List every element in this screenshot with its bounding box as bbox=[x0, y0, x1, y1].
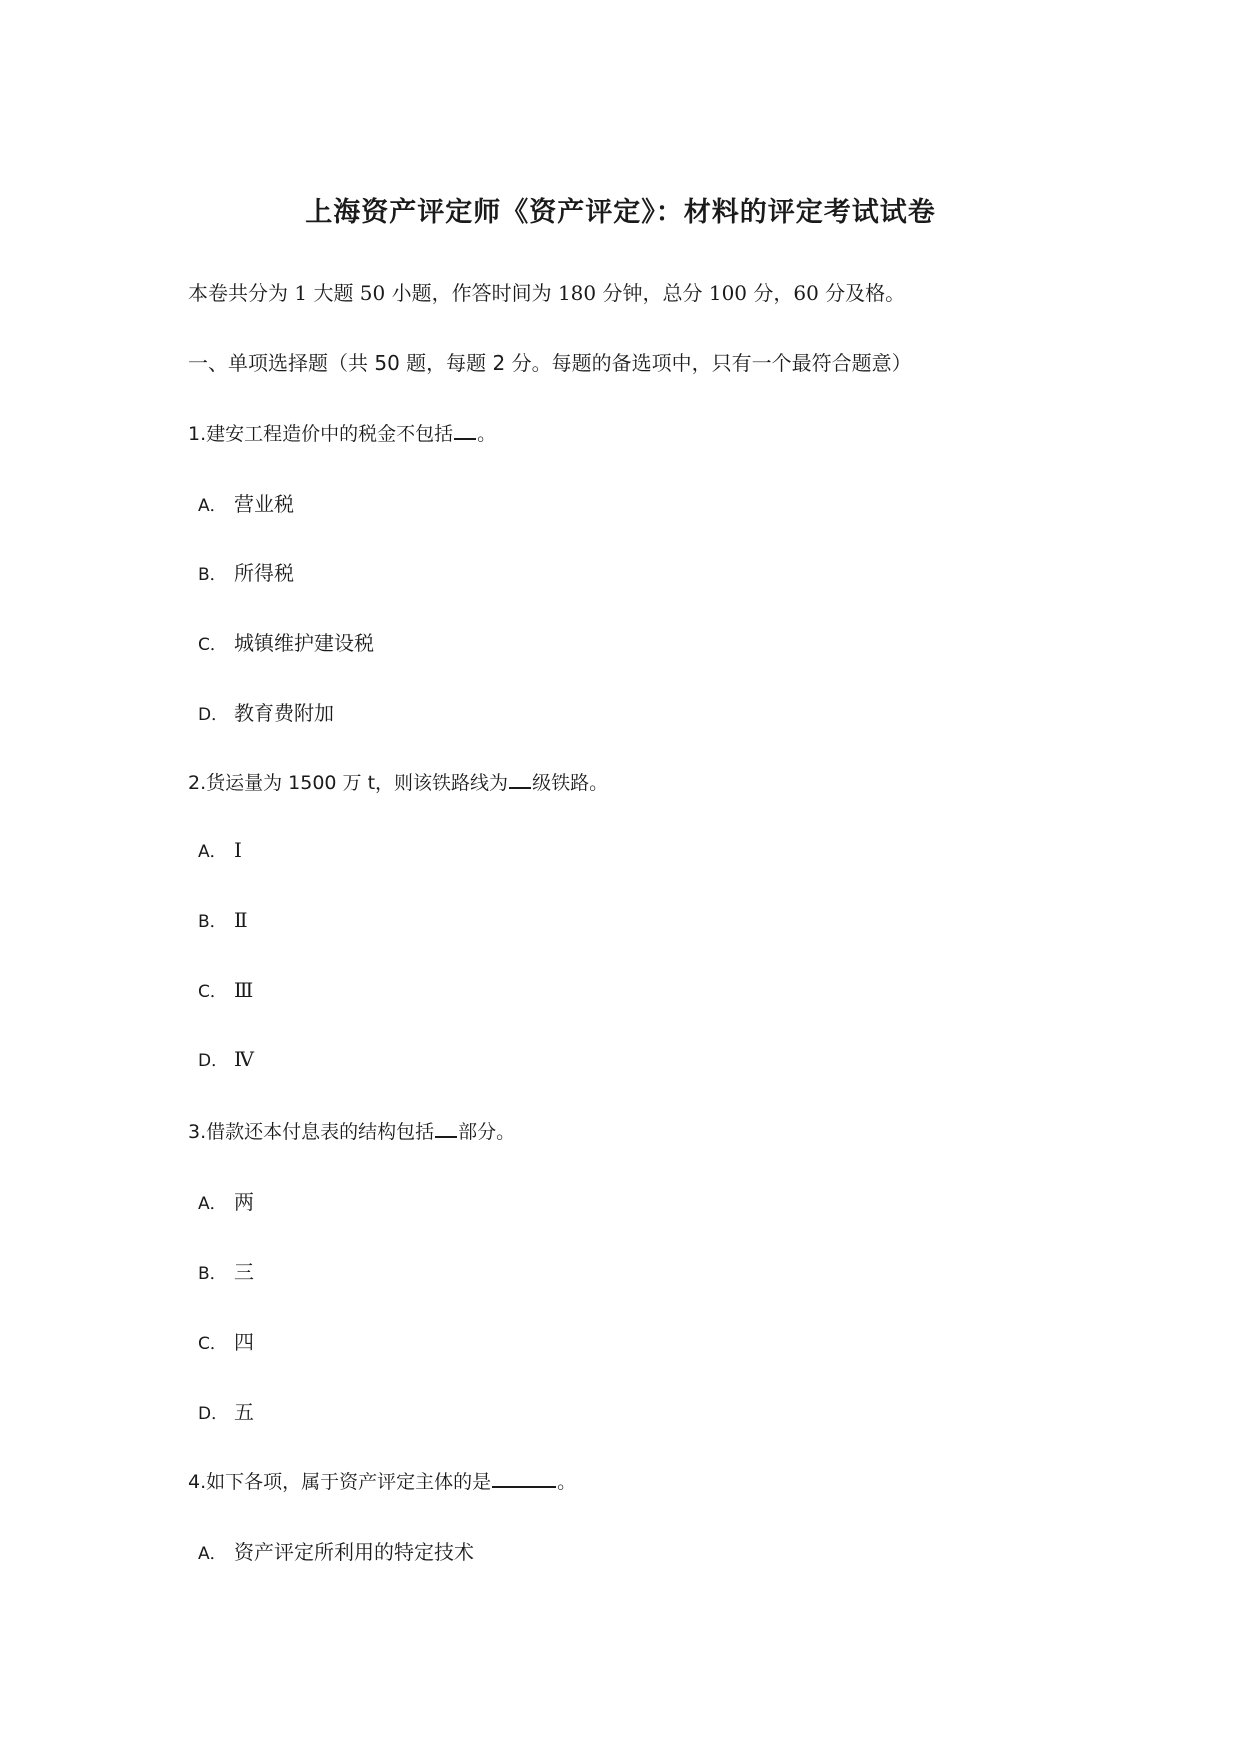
option-text: Ⅲ bbox=[234, 978, 254, 1002]
option-text: Ⅱ bbox=[234, 908, 248, 932]
question-text-end: 级铁路。 bbox=[532, 772, 609, 794]
question-1 bbox=[188, 418, 496, 446]
exam-intro: 本卷共分为 1 大题 50 小题，作答时间为 180 分钟，总分 100 分，60 分及格。 bbox=[188, 281, 906, 305]
question-2 bbox=[188, 767, 608, 795]
question-text: 3.借款还本付息表的结构包括 bbox=[188, 1121, 435, 1143]
option-2d bbox=[198, 1046, 254, 1071]
answer-blank bbox=[509, 767, 531, 789]
option-letter: A． bbox=[198, 842, 227, 862]
option-2b bbox=[198, 907, 248, 932]
question-text: 4.如下各项，属于资产评定主体的是 bbox=[188, 1471, 492, 1493]
option-text: Ⅰ bbox=[234, 838, 242, 862]
option-1c bbox=[198, 627, 374, 656]
option-letter: A． bbox=[198, 1194, 227, 1214]
option-text: 两 bbox=[234, 1190, 254, 1214]
option-text: 教育费附加 bbox=[234, 701, 334, 725]
answer-blank bbox=[454, 418, 476, 440]
option-letter: D． bbox=[198, 1051, 229, 1071]
option-letter: C． bbox=[198, 982, 227, 1002]
option-3d bbox=[198, 1396, 254, 1425]
option-text: 四 bbox=[234, 1330, 254, 1354]
option-1b bbox=[198, 557, 294, 586]
question-4 bbox=[188, 1466, 576, 1494]
option-text: 所得税 bbox=[234, 561, 294, 585]
option-letter: A． bbox=[198, 1544, 227, 1564]
option-text: 三 bbox=[234, 1260, 254, 1284]
question-text-end: 。 bbox=[557, 1471, 577, 1493]
option-text: Ⅳ bbox=[234, 1047, 254, 1071]
option-letter: A． bbox=[198, 496, 227, 516]
option-2c bbox=[198, 977, 253, 1002]
question-3 bbox=[188, 1116, 515, 1144]
option-text: 城镇维护建设税 bbox=[234, 631, 374, 655]
option-letter: D． bbox=[198, 1404, 229, 1424]
document-title: 上海资产评定师《资产评定》：材料的评定考试试卷 bbox=[305, 197, 936, 228]
option-3c bbox=[198, 1326, 254, 1355]
question-text-end: 。 bbox=[477, 423, 497, 445]
option-letter: C． bbox=[198, 635, 227, 655]
option-letter: D． bbox=[198, 705, 229, 725]
option-3b bbox=[198, 1256, 254, 1285]
option-1a bbox=[198, 488, 294, 517]
answer-blank bbox=[435, 1116, 457, 1138]
option-1d bbox=[198, 697, 334, 726]
option-4a bbox=[198, 1536, 474, 1565]
option-3a bbox=[198, 1186, 254, 1215]
option-letter: C． bbox=[198, 1334, 227, 1354]
question-text: 2.货运量为 1500 万 t，则该铁路线为 bbox=[188, 772, 509, 794]
option-letter: B． bbox=[198, 912, 227, 932]
section-heading: 一、单项选择题（共 50 题，每题 2 分。每题的备选项中，只有一个最符合题意） bbox=[188, 351, 912, 375]
question-text-end: 部分。 bbox=[458, 1121, 516, 1143]
option-text: 资产评定所利用的特定技术 bbox=[234, 1540, 474, 1564]
answer-blank bbox=[492, 1466, 556, 1488]
question-text: 1.建安工程造价中的税金不包括 bbox=[188, 423, 454, 445]
option-letter: B． bbox=[198, 565, 227, 585]
option-text: 五 bbox=[234, 1400, 254, 1424]
option-text: 营业税 bbox=[234, 492, 294, 516]
option-2a bbox=[198, 837, 242, 862]
option-letter: B． bbox=[198, 1264, 227, 1284]
